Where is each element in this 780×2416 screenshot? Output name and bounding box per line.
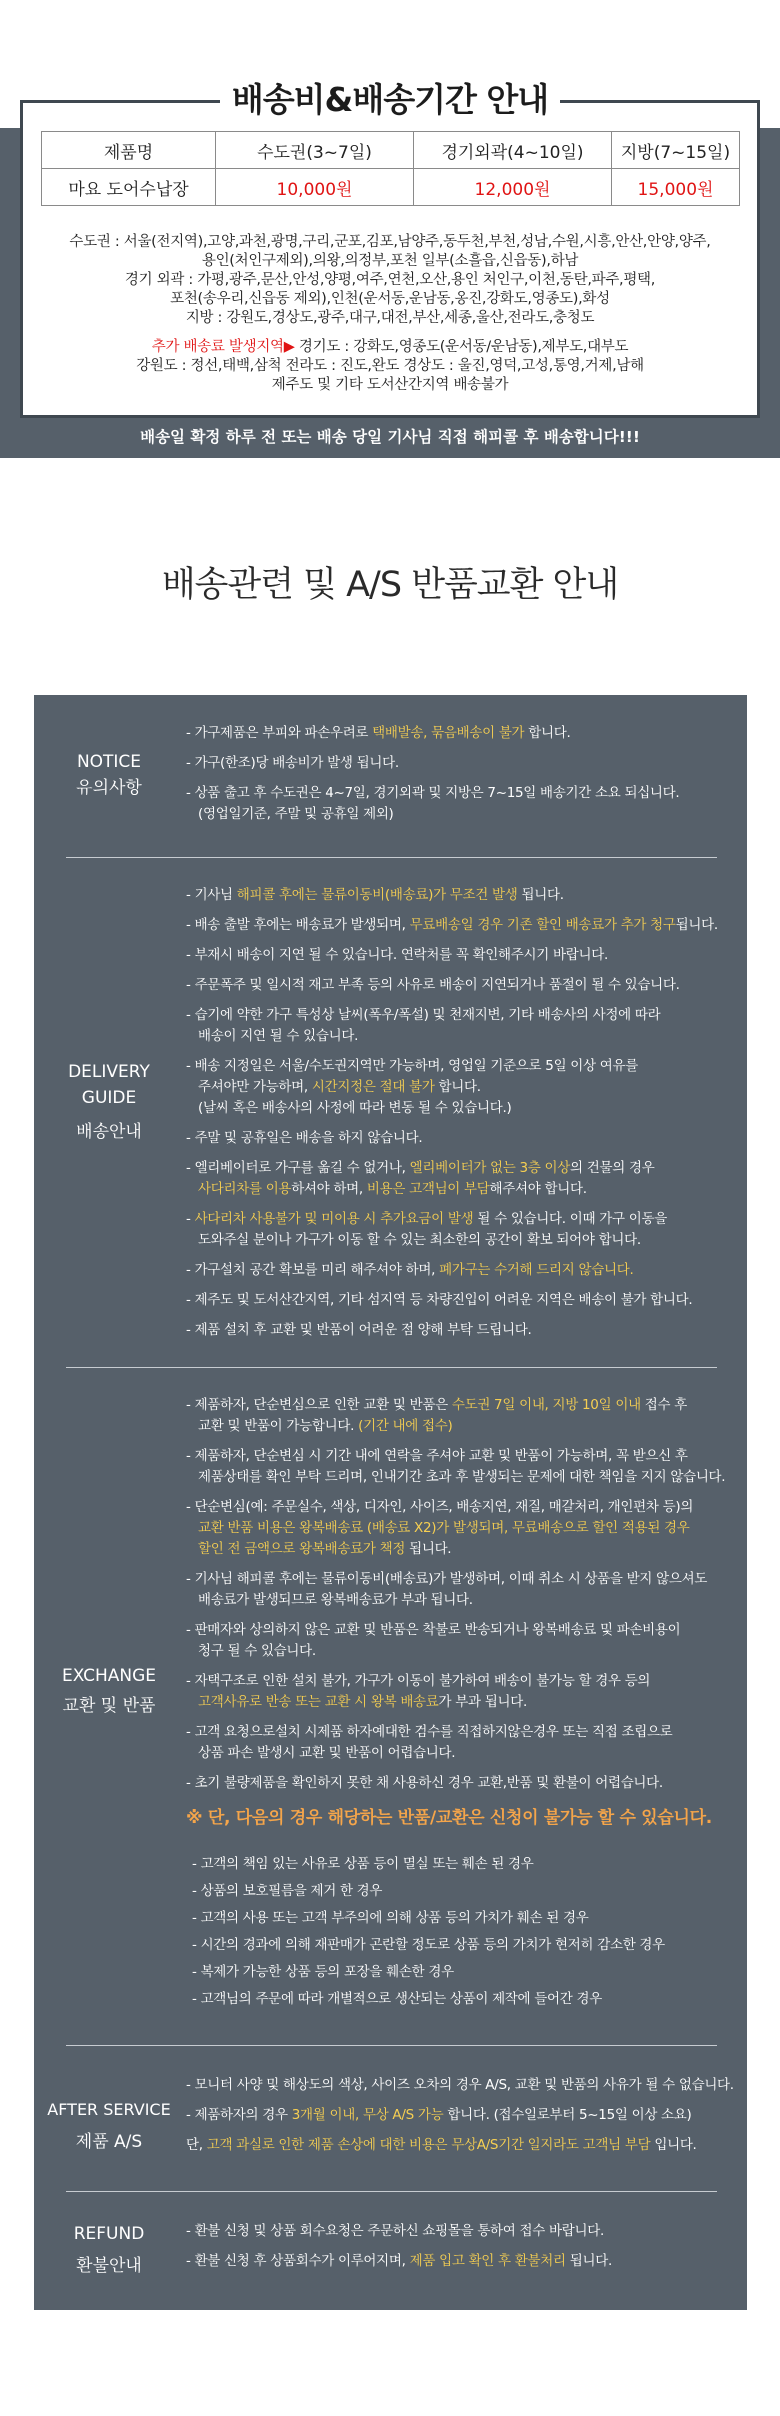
plain-text: - 배송 지정일은 서울/수도권지역만 가능하며, 영업일 기준으로 5일 이상 여유를 — [186, 1058, 638, 1074]
price-cell: 12,000원 — [414, 169, 612, 206]
info-item — [186, 1005, 746, 1047]
info-line — [186, 1026, 746, 1047]
exception-item: - 복제가 가능한 상품 등의 포장을 훼손한 경우 — [192, 1964, 454, 1980]
extra-fee-line: 제주도 및 기타 도서산간지역 배송불가 — [271, 377, 509, 393]
plain-text: 합니다. — [434, 1079, 481, 1095]
plain-text: 제품상태를 확인 부탁 드리며, 인내기간 초과 후 발생되는 문제에 대한 책임을 지지 않습니다. — [198, 1469, 726, 1485]
plain-text: 의 건물의 경우 — [570, 1160, 655, 1176]
highlight-text: 폐가구는 수거해 드리지 않습니다. — [439, 1262, 634, 1278]
plain-text: 됩니다. — [517, 887, 564, 903]
price-cell: 15,000원 — [612, 169, 740, 206]
highlight-text: 무료배송일 경우 기존 할인 배송료가 추가 청구 — [409, 917, 676, 933]
plain-text: (날씨 혹은 배송사의 사정에 따라 변동 될 수 있습니다.) — [198, 1100, 512, 1116]
info-line — [186, 915, 746, 936]
header-cell: 경기외곽(4~10일) — [414, 132, 612, 169]
exchange-rows — [186, 1395, 746, 2016]
plain-text: - 주말 및 공휴일은 배송을 하지 않습니다. — [186, 1130, 423, 1146]
plain-text: - 단순변심(예: 주문실수, 색상, 디자인, 사이즈, 배송지연, 재질, 매갈처리, 개인편차 등)의 — [186, 1499, 694, 1515]
refund-rows — [186, 2221, 746, 2281]
info-item — [186, 945, 746, 966]
highlight-text: 택배발송, 묶음배송이 불가 — [372, 725, 525, 741]
section-divider — [66, 2191, 717, 2192]
happy-call-notice: 배송일 확정 하루 전 또는 배송 당일 기사님 직접 해피콜 후 배송합니다!!! — [140, 428, 640, 446]
highlight-text: 비용은 고객님이 부담 — [366, 1181, 490, 1197]
refund-category: REFUND 환불안내 — [73, 2224, 145, 2276]
notice-category: NOTICE 유의사항 — [76, 752, 142, 798]
info-line — [186, 1005, 746, 1026]
plain-text: 해주셔야 합니다. — [489, 1181, 587, 1197]
info-line — [186, 885, 746, 906]
highlight-text: 교환 반품 비용은 왕복배송료 (배송료 X2)가 발생되며, 무료배송으로 할인 적용된 경우 — [198, 1520, 690, 1536]
info-line — [186, 1098, 746, 1119]
plain-text: 합니다. (접수일로부터 5~15일 이상 소요) — [443, 2107, 692, 2123]
exception-item: - 고객의 책임 있는 사유로 상품 등이 멸실 또는 훼손 된 경우 — [192, 1856, 534, 1872]
info-item — [186, 2105, 746, 2126]
info-item — [186, 1497, 746, 1560]
info-line — [186, 804, 746, 825]
info-item — [186, 1569, 746, 1611]
section-divider — [66, 2045, 717, 2046]
header-cell: 수도권(3~7일) — [216, 132, 414, 169]
info-line — [186, 1416, 746, 1437]
info-line — [186, 1290, 746, 1311]
shipping-title: 배송비&배송기간 안내 — [220, 78, 560, 122]
plain-text: - 기사님 — [186, 887, 237, 903]
info-line — [186, 2251, 746, 2272]
plain-text: 하셔야 하며, — [291, 1181, 367, 1197]
plain-text: - 환불 신청 후 상품회수가 이루어지며, — [186, 2253, 410, 2269]
plain-text: 합니다. — [524, 725, 571, 741]
info-line — [186, 1128, 746, 1149]
as-rows — [186, 2075, 746, 2165]
plain-text: (영업일기준, 주말 및 공휴일 제외) — [198, 806, 394, 822]
plain-text: 됩니다. — [405, 1541, 452, 1557]
info-item — [186, 1395, 746, 1437]
info-line — [186, 723, 746, 744]
info-panel — [34, 695, 747, 2310]
info-line — [186, 2135, 746, 2156]
info-item — [186, 1128, 746, 1149]
extra-fee-line: 경기도 : 강화도,영종도(운서동/운남동),제부도,대부도 — [294, 339, 629, 355]
highlight-text: 사다리차 사용불가 및 미이용 시 추가요금이 발생 — [194, 1211, 474, 1227]
info-item — [186, 1290, 746, 1311]
plain-text: 주셔야만 가능하며, — [198, 1079, 312, 1095]
section-divider — [66, 857, 717, 858]
plain-text: - 엘리베이터로 가구를 옮길 수 없거나, — [186, 1160, 410, 1176]
shipping-table-row — [42, 169, 740, 206]
region-line: 용인(처인구제외),의왕,의정부,포천 일부(소흘읍,신읍동),하남 — [201, 253, 579, 269]
info-line — [186, 1671, 746, 1692]
extra-fee-regions — [33, 338, 747, 395]
info-item — [186, 2135, 746, 2156]
info-line — [186, 945, 746, 966]
info-line — [186, 1209, 746, 1230]
plain-text: - 습기에 약한 가구 특성상 날씨(폭우/폭설) 및 천재지변, 기타 배송사의 사정에 따라 — [186, 1007, 661, 1023]
plain-text: 교환 및 반품이 가능합니다. — [198, 1418, 359, 1434]
info-item — [186, 1260, 746, 1281]
info-item — [186, 1209, 746, 1251]
info-line — [186, 1260, 746, 1281]
plain-text: - 자택구조로 인한 설치 불가, 가구가 이동이 불가하여 배송이 불가능 할 경우 등의 — [186, 1673, 651, 1689]
info-line — [186, 1641, 746, 1662]
region-line: 지방 : 강원도,경상도,광주,대구,대전,부산,세종,울산,전라도,충청도 — [185, 310, 595, 326]
info-item — [186, 1320, 746, 1341]
info-item — [186, 783, 746, 825]
plain-text: - 제주도 및 도서산간지역, 기타 섬지역 등 차량진입이 어려운 지역은 배송이 불가 합니다. — [186, 1292, 693, 1308]
region-line: 수도권 : 서울(전지역),고양,과천,광명,구리,군포,김포,남양주,동두천,부천,성남,수원,시흥,안산,안양,양주, — [69, 234, 711, 250]
highlight-text: 제품 입고 확인 후 환불처리 — [409, 2253, 566, 2269]
info-item — [186, 2221, 746, 2242]
info-line — [186, 1497, 746, 1518]
plain-text: - 가구제품은 부피와 파손우려로 — [186, 725, 373, 741]
plain-text: 배송료가 발생되므로 왕복배송료가 부과 됩니다. — [198, 1592, 473, 1608]
notice-rows — [186, 723, 746, 834]
exchange-warning: ※ 단, 다음의 경우 해당하는 반품/교환은 신청이 불가능 할 수 있습니다. — [186, 1808, 712, 1828]
highlight-text: 할인 전 금액으로 왕복배송료가 책정 — [198, 1541, 406, 1557]
info-line — [186, 2221, 746, 2242]
plain-text: 단, — [186, 2137, 207, 2153]
plain-text: 접수 후 — [640, 1397, 688, 1413]
price-cell: 10,000원 — [216, 169, 414, 206]
shipping-table — [41, 131, 740, 206]
info-line — [186, 1056, 746, 1077]
info-item — [186, 753, 746, 774]
extra-fee-label: 추가 배송료 발생지역▶ — [151, 339, 295, 355]
as-category: AFTER SERVICE 제품 A/S — [47, 2100, 171, 2152]
plain-text: - 배송 출발 후에는 배송료가 발생되며, — [186, 917, 410, 933]
info-line — [186, 1692, 746, 1713]
exception-item: - 고객의 사용 또는 고객 부주의에 의해 상품 등의 가치가 훼손 된 경우 — [192, 1910, 589, 1926]
info-line — [186, 1320, 746, 1341]
plain-text: - 환불 신청 및 상품 회수요청은 주문하신 쇼핑몰을 통하여 접수 바랍니다. — [186, 2223, 604, 2239]
info-line — [186, 1179, 746, 1200]
info-item — [186, 2075, 746, 2096]
info-line — [186, 1539, 746, 1560]
highlight-text: (기간 내에 접수) — [358, 1418, 453, 1434]
exchange-exceptions — [186, 1854, 746, 2010]
info-item — [186, 1671, 746, 1713]
region-list — [33, 233, 747, 328]
info-line — [186, 1743, 746, 1764]
highlight-text: 엘리베이터가 없는 3층 이상 — [409, 1160, 571, 1176]
shipping-card — [20, 100, 760, 418]
product-name: 마요 도어수납장 — [42, 169, 216, 206]
info-line — [186, 1395, 746, 1416]
plain-text: - 가구(한조)당 배송비가 발생 됩니다. — [186, 755, 399, 771]
delivery-rows — [186, 885, 746, 1350]
plain-text: - 부재시 배송이 지연 될 수 있습니다. 연락처를 꼭 확인해주시기 바랍니다. — [186, 947, 608, 963]
section-divider — [66, 1367, 717, 1368]
exception-item: - 시간의 경과에 의해 재판매가 곤란할 정도로 상품 등의 가치가 현저히 감소한 경우 — [192, 1937, 665, 1953]
plain-text: 청구 될 수 있습니다. — [198, 1643, 316, 1659]
plain-text: - 고객 요청으로설치 시제품 하자예대한 검수를 직접하지않은경우 또는 직접 조립으로 — [186, 1724, 673, 1740]
info-item — [186, 975, 746, 996]
exchange-category: EXCHANGE 교환 및 반품 — [61, 1666, 157, 1716]
plain-text: - 상품 출고 후 수도권은 4~7일, 경기외곽 및 지방은 7~15일 배송기간 소요 되십니다. — [186, 785, 680, 801]
exchange-list — [186, 1395, 746, 1794]
plain-text: - 제품하자, 단순변심으로 인한 교환 및 반품은 — [186, 1397, 452, 1413]
info-line — [186, 2105, 746, 2126]
plain-text: - 제품하자의 경우 — [186, 2107, 292, 2123]
info-line — [186, 1518, 746, 1539]
section-title: 배송관련 및 A/S 반품교환 안내 — [161, 565, 619, 605]
info-item — [186, 1773, 746, 1794]
highlight-text: 해피콜 후에는 물류이동비(배송료)가 무조건 발생 — [236, 887, 518, 903]
info-line — [186, 1620, 746, 1641]
plain-text: - 판매자와 상의하지 않은 교환 및 반품은 착불로 반송되거나 왕복배송료 및 파손비용이 — [186, 1622, 681, 1638]
info-line — [186, 2075, 746, 2096]
plain-text: - — [186, 1211, 195, 1227]
highlight-text: 고객사유로 반송 또는 교환 시 왕복 배송료 — [198, 1694, 439, 1710]
plain-text: - 제품 설치 후 교환 및 반품이 어려운 점 양해 부탁 드립니다. — [186, 1322, 532, 1338]
info-line — [186, 783, 746, 804]
info-line — [186, 1569, 746, 1590]
plain-text: 될 수 있습니다. 이때 가구 이동을 — [473, 1211, 667, 1227]
highlight-text: 고객 과실로 인한 제품 손상에 대한 비용은 무상A/S기간 일지라도 고객님 부담 — [206, 2137, 651, 2153]
plain-text: 가 부과 됩니다. — [438, 1694, 527, 1710]
region-line: 경기 외곽 : 가평,광주,문산,안성,양평,여주,연천,오산,용인 처인구,이천,동탄,파주,평택, — [124, 272, 656, 288]
plain-text: - 주문폭주 및 일시적 재고 부족 등의 사유로 배송이 지연되거나 품절이 될 수 있습니다. — [186, 977, 680, 993]
shipping-table-header — [42, 132, 740, 169]
info-item — [186, 1722, 746, 1764]
plain-text: 도와주실 분이나 가구가 이동 할 수 있는 최소한의 공간이 확보 되어야 합니다. — [198, 1232, 641, 1248]
highlight-text: 시간지정은 절대 불가 — [311, 1079, 435, 1095]
info-line — [186, 1722, 746, 1743]
info-line — [186, 1446, 746, 1467]
info-item — [186, 885, 746, 906]
highlight-text: 3개월 이내, 무상 A/S 가능 — [291, 2107, 444, 2123]
info-line — [186, 1230, 746, 1251]
info-item — [186, 915, 746, 936]
plain-text: 입니다. — [650, 2137, 697, 2153]
header-cell: 제품명 — [42, 132, 216, 169]
info-line — [186, 1158, 746, 1179]
info-item — [186, 1446, 746, 1488]
exception-item: - 고객님의 주문에 따라 개별적으로 생산되는 상품이 제작에 들어간 경우 — [192, 1991, 602, 2007]
info-line — [186, 753, 746, 774]
delivery-category: DELIVERY GUIDE 배송안내 — [68, 1062, 150, 1142]
plain-text: 됩니다. — [675, 917, 718, 933]
info-line — [186, 1590, 746, 1611]
exception-item: - 상품의 보호필름을 제거 한 경우 — [192, 1883, 383, 1899]
plain-text: - 초기 불량제품을 확인하지 못한 채 사용하신 경우 교환,반품 및 환불이 어렵습니다. — [186, 1775, 663, 1791]
plain-text: - 기사님 해피콜 후에는 물류이동비(배송료)가 발생하며, 이때 취소 시 상품을 받지 않으셔도 — [186, 1571, 708, 1587]
plain-text: - 모니터 사양 및 해상도의 색상, 사이즈 오차의 경우 A/S, 교환 및 반품의 사유가 될 수 없습니다. — [186, 2077, 734, 2093]
plain-text: 배송이 지연 될 수 있습니다. — [198, 1028, 359, 1044]
plain-text: 됩니다. — [565, 2253, 612, 2269]
extra-fee-line: 강원도 : 정선,태백,삼척 전라도 : 진도,완도 경상도 : 울진,영덕,고성,통영,거제,남해 — [136, 358, 644, 374]
info-item — [186, 2251, 746, 2272]
region-line: 포천(송우리,신읍동 제외),인천(운서동,운남동,옹진,강화도,영종도),화성 — [170, 291, 610, 307]
info-line — [186, 1467, 746, 1488]
plain-text: - 가구설치 공간 확보를 미리 해주셔야 하며, — [186, 1262, 440, 1278]
info-item — [186, 1056, 746, 1119]
info-item — [186, 1158, 746, 1200]
highlight-text: 사다리차를 이용 — [198, 1181, 292, 1197]
info-line — [186, 1077, 746, 1098]
info-item — [186, 723, 746, 744]
info-line — [186, 1773, 746, 1794]
header-cell: 지방(7~15일) — [612, 132, 740, 169]
info-item — [186, 1620, 746, 1662]
info-line — [186, 975, 746, 996]
highlight-text: 수도권 7일 이내, 지방 10일 이내 — [451, 1397, 641, 1413]
plain-text: 상품 파손 발생시 교환 및 반품이 어렵습니다. — [198, 1745, 456, 1761]
plain-text: - 제품하자, 단순변심 시 기간 내에 연락을 주셔야 교환 및 반품이 가능하며, 꼭 받으신 후 — [186, 1448, 688, 1464]
